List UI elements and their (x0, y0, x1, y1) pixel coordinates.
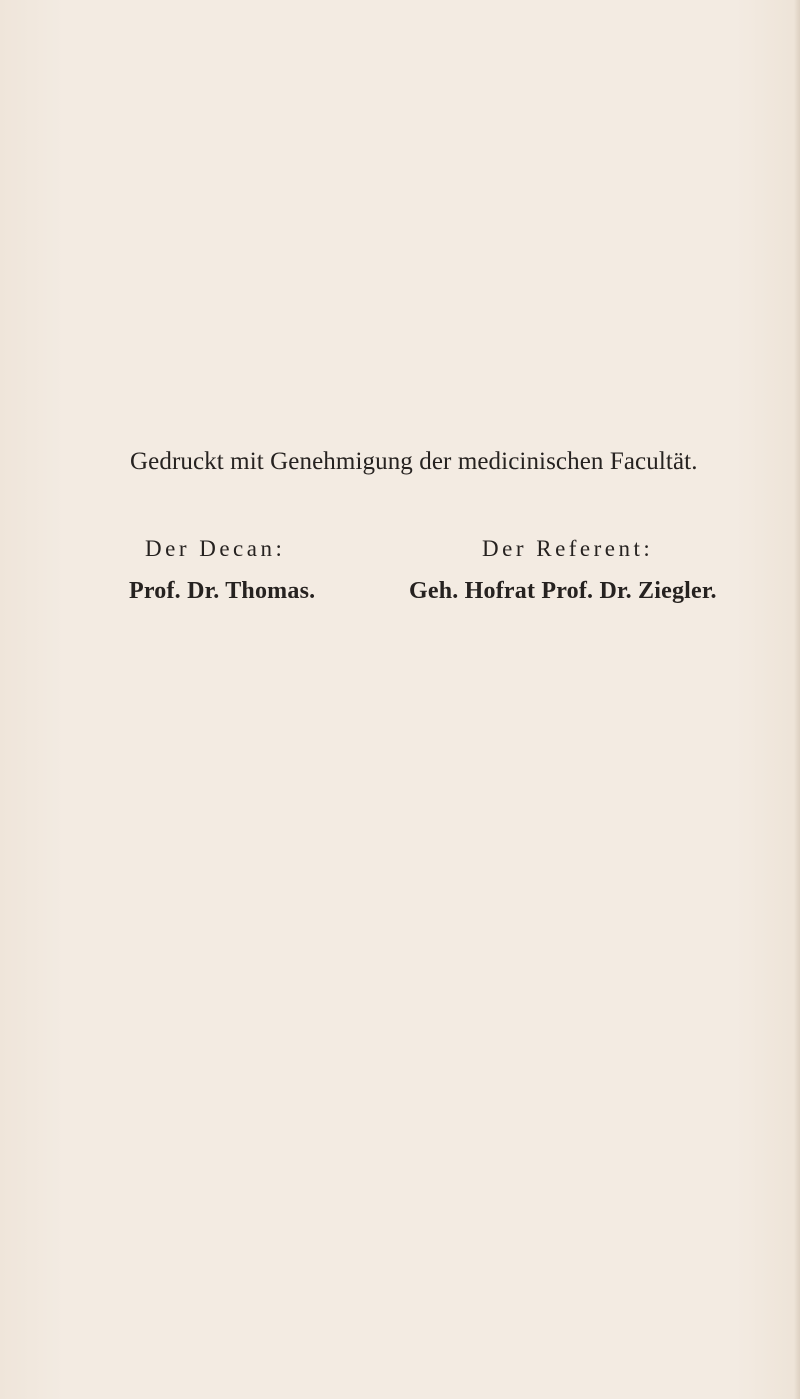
decan-name: Prof. Dr. Thomas. (129, 578, 316, 604)
referent-name: Geh. Hofrat Prof. Dr. Ziegler. (409, 578, 717, 604)
referent-role-label: Der Referent: (482, 536, 654, 561)
decan-role-label: Der Decan: (145, 536, 286, 561)
imprint-line: Gedruckt mit Genehmigung der medicinischen Facultät. (130, 448, 698, 475)
page-edge-shadow (794, 0, 800, 1399)
